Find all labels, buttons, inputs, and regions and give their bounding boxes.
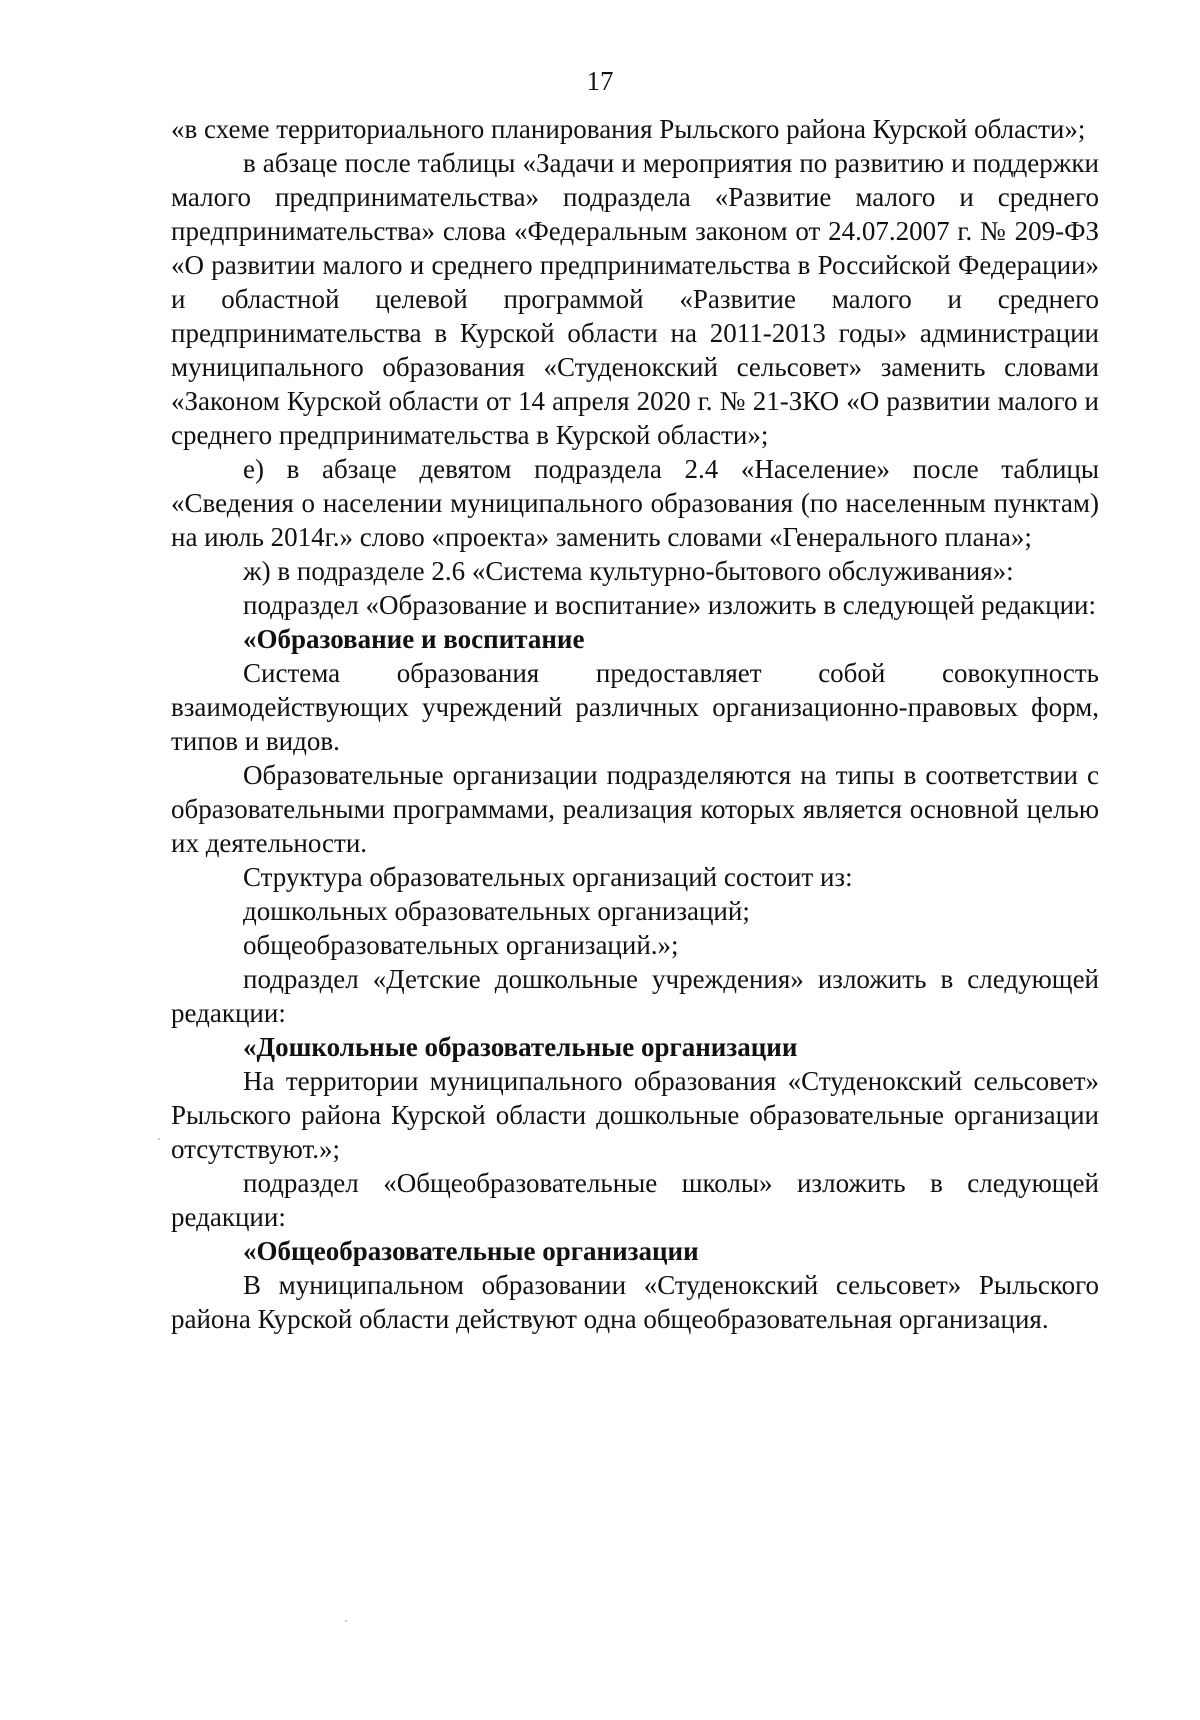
paragraph-small-business-amendment: в абзаце после таблицы «Задачи и мероприятия по развитию и поддержки малого предпринимательства» подраздела «Развитие малого и среднего предпринимательства» слова «Федеральным законом от 24.07.2007 г. № 209-ФЗ «О развитии малого и среднего предпринимательства в Российской Федерации» и областной целевой программой «Развитие малого и среднего предпринимательства в Курской области на 2011-2013 годы» администрации муниципального образования «Студенокский сельсовет» заменить словами «Законом Курской области от 14 апреля 2020 г. № 21-ЗКО «О развитии малого и среднего предпринимательства в Курской области»; <box>171 148 1099 450</box>
paragraph-education-system: Система образования предоставляет собой совокупность взаимодействующих учреждений различных организационно-правовых форм, типов и видов. <box>171 658 1099 756</box>
paragraph-subsection-2-6: ж) в подразделе 2.6 «Система культурно-бытового обслуживания»: <box>243 556 1014 586</box>
paragraph-preschool-absent: На территории муниципального образования «Студенокский сельсовет» Рыльского района Курской области дошкольные образовательные организации отсутствуют.»; <box>171 1066 1099 1164</box>
list-item-general-education: общеобразовательных организаций.»; <box>243 930 679 960</box>
heading-education: «Образование и воспитание <box>243 624 585 654</box>
heading-general-education-organizations: «Общеобразовательные организации <box>243 1236 699 1266</box>
paragraph-one-school: В муниципальном образовании «Студенокский сельсовет» Рыльского района Курской области действуют одна общеобразовательная организация. <box>171 1270 1099 1334</box>
scan-speck <box>345 1620 347 1622</box>
paragraph-education-subsection-edit: подраздел «Образование и воспитание» изложить в следующей редакции: <box>243 590 1096 620</box>
paragraph-schools-subsection-edit: подраздел «Общеобразовательные школы» изложить в следующей редакции: <box>171 1168 1099 1232</box>
scan-speck <box>158 1138 160 1140</box>
document-body <box>171 112 1099 1336</box>
paragraph-organization-types: Образовательные организации подразделяются на типы в соответствии с образовательными программами, реализация которых является основной целью их деятельности. <box>171 760 1099 858</box>
paragraph-quote-territorial-planning: «в схеме территориального планирования Рыльского района Курской области»; <box>171 114 1086 144</box>
list-item-preschool: дошкольных образовательных организаций; <box>243 896 750 926</box>
paragraph-population-amendment: е) в абзаце девятом подраздела 2.4 «Население» после таблицы «Сведения о населении муниципального образования (по населенным пунктам) на июль 2014г.» слово «проекта» заменить словами «Генерального плана»; <box>171 454 1099 552</box>
paragraph-structure-intro: Структура образовательных организаций состоит из: <box>243 862 853 892</box>
heading-preschool-organizations: «Дошкольные образовательные организации <box>243 1032 798 1062</box>
paragraph-preschool-subsection-edit: подраздел «Детские дошкольные учреждения» изложить в следующей редакции: <box>171 964 1099 1028</box>
page-number: 17 <box>586 66 614 96</box>
